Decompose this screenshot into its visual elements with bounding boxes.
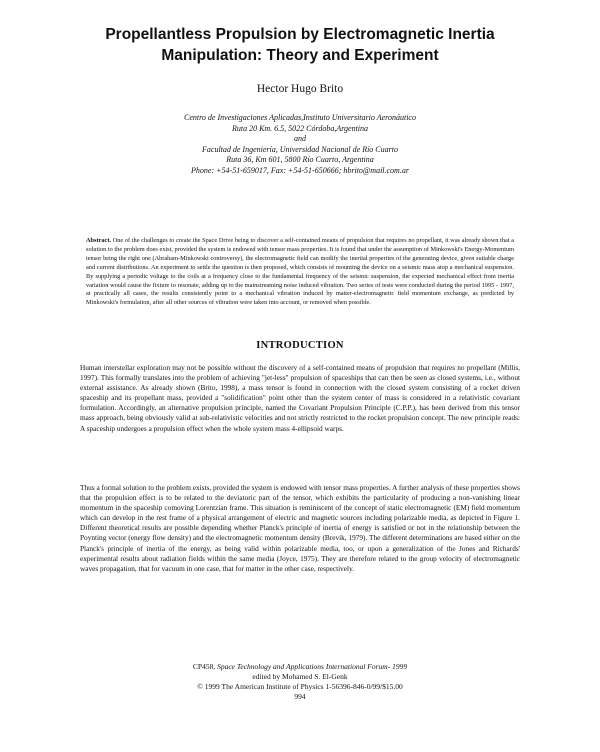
author-name: Hector Hugo Brito — [256, 83, 344, 95]
abstract-label: Abstract. — [86, 237, 112, 244]
footer-conference-name: Space Technology and Applications International Forum- 1999 — [217, 662, 408, 671]
affiliation-separator: and — [294, 134, 306, 144]
section-heading-introduction: INTRODUCTION — [256, 340, 344, 351]
abstract — [86, 237, 514, 308]
body-paragraph: Human interstellar exploration may not be possible without the discovery of a self-contained means of propulsion that requires no propellant (Millis, 1997). This formally translates into the problem of achieving "jet-less" propulsion of spaceships that can then be seen as closed systems, i.e., without external assistance. As already shown (Brito, 1998), a mass tensor is found in connection with the closed system consisting of a rocket driven spaceship and its propellant mass, provided a "solidification" point other than the system center of mass is considered in a relativistic covariant formulation. Accordingly, an alternative propulsion principle, named the Covariant Propulsion Principle (C.P.P.), has been derived from this tensor mass approach, being obviously valid at sub-relativistic velocities and not strictly restricted to the rocket propulsion concept. The new principle reads: A spaceship undergoes a propulsion effect when the whole system mass 4-ellipsoid warps. — [80, 363, 520, 433]
contact-line: Phone: +54-51-659017, Fax: +54-51-650666; hbrito@mail.com.ar — [191, 165, 409, 175]
footer-cp-number: CP458, — [192, 662, 218, 671]
paper-title — [60, 24, 540, 66]
abstract-text: One of the challenges to create the Space Drive being to discover a self-contained means of propulsion that requires no propellant, it was already shown that a solution to the problem does exist, provided the system is endowed with tensor mass properties. It is found that under the assumption of Minkowski's Energy-Momentum tensor being the right one (Abraham-Minkowski controversy), the electromagnetic field can modify the inertial properties of the generating device, given suitable charge and current distributions. An experiment to settle the question is then proposed, which consists of mounting the device on a seismic mass atop a mechanical suspension. By supplying a periodic voltage to the coils at a frequency close to the fundamental frequency of the seismic suspension, the expected mechanical effect from inertia variation would cause the fixture to resonate, adding up to the mainstreaming noise induced vibration. Two series of tests were conducted during the period 1995 - 1997, at practically all cases, the results consistently point to a mechanical vibration induced by matter-electromagnetic field momentum exchange, as predicted by Minkowski's formulation, after all other sources of vibration were taken into account, or removed when possible. — [86, 237, 514, 307]
footer-editor-line: edited by Mohamed S. El-Genk — [252, 672, 348, 681]
page-number: 994 — [294, 692, 306, 701]
title-line-2: Manipulation: Theory and Experiment — [161, 47, 439, 64]
affiliation-line: Ruta 36, Km 601, 5800 Río Cuarto, Argentina — [226, 155, 374, 165]
affiliation-line: Facultad de Ingeniería, Universidad Nacional de Río Cuarto — [202, 144, 398, 154]
affiliation-line: Centro de Investigaciones Aplicadas,Instituto Universitario Aeronáutico — [184, 113, 416, 122]
footer-copyright-line: © 1999 The American Institute of Physics 1-56396-846-0/99/$15.00 — [197, 682, 403, 691]
footer-proceedings-line — [60, 662, 540, 672]
affiliations — [60, 113, 540, 177]
body-paragraph: Thus a formal solution to the problem exists, provided the system is endowed with tensor mass properties. A further analysis of these properties shows that the propulsion effect is to be related to the deviatoric part of the tensor, which exhibits the particularity of producing a non-vanishing linear momentum in the spaceship comoving Lorentzian frame. This situation is reminiscent of the concept of static electromagnetic (EM) field momentum which can develop in the rest frame of a physical arrangement of electric and magnetic sources including polarizable media, as depicted in Figure 1. Different theoretical results are possible depending whether Planck's principle of inertia of energy is satisfied or not in the relationship between the Poynting vector (energy flow density) and the electromagnetic momentum density (Brevik, 1979). The different determinations are based either on the Planck's principle of inertia of the energy, as being valid within polarizable media, too, or upon a generalization of the Jones and Richards' experimental results about radiation fields within the same media (Joyce, 1975). They are therefore related to the group velocity of electromagnetic waves propagation, that for vacuum in one case, that for matter in the other case, respectively. — [80, 483, 520, 573]
page-footer — [60, 662, 540, 702]
title-line-1: Propellantless Propulsion by Electromagnetic Inertia — [105, 26, 495, 43]
affiliation-line: Ruta 20 Km. 6.5, 5022 Córdoba,Argentina — [231, 123, 369, 133]
